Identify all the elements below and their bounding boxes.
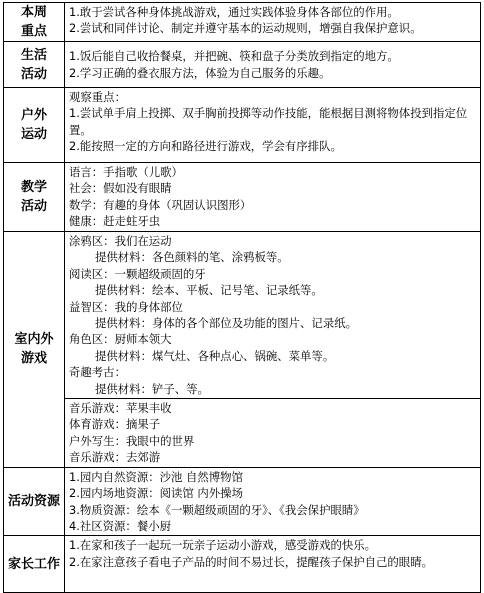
- row-teaching-activity: [4, 163, 481, 232]
- content-activity-resources: [65, 467, 481, 536]
- row-indoor-areas: [4, 232, 481, 399]
- area-reading-materials: 提供材料：绘本、平板、记号笔、记录纸等。: [95, 283, 323, 298]
- label-teaching-line1: 教学: [20, 180, 47, 195]
- label-outdoor-line2: 运动: [20, 127, 47, 142]
- resource-venue: 2.园内场地资源：阅读馆 内外操场: [69, 486, 243, 501]
- content-outdoor-games: [65, 399, 481, 468]
- label-outdoor-line1: 户外: [20, 108, 47, 123]
- life-item-2: 2.学习正确的叠衣服方法，体验为自己服务的乐趣。: [69, 65, 331, 80]
- outdoor-item-1: 1.尝试单手肩上投掷、双手胸前投掷等动作技能，能根据目测将物体投到指定位置。: [69, 106, 468, 137]
- label-life-line2: 活动: [20, 66, 47, 82]
- focus-item-1: 1.敢于尝试各种身体挑战游戏，通过实践体验身体各部位的作用。: [69, 5, 399, 19]
- game-music-outing: 音乐游戏：去郊游: [69, 450, 161, 465]
- label-weekly-focus: [4, 3, 65, 42]
- teaching-item-math: 数学：有趣的身体（巩固认识图形）: [69, 197, 252, 212]
- teaching-item-language: 语言：手指歌（儿歌）: [69, 165, 183, 179]
- area-graffiti-materials: 提供材料：各色颜料的笔、涂鸦板等。: [95, 250, 289, 265]
- game-sport-pick-fruit: 体育游戏：摘果子: [69, 417, 161, 432]
- label-outdoor-sport: [4, 88, 65, 163]
- content-outdoor-sport: [65, 88, 481, 163]
- label-weekly-focus-line2: 重点: [20, 24, 47, 39]
- label-teaching-line2: 活动: [20, 199, 47, 214]
- label-weekly-focus-line1: 本周: [20, 5, 47, 20]
- resource-natural: 1.园内自然资源：沙池 自然博物馆: [69, 469, 243, 484]
- label-parents-text: 家长工作: [7, 556, 60, 572]
- teaching-item-health: 健康：赶走蛀牙虫: [69, 214, 161, 229]
- label-indoor-outdoor-games: [4, 232, 65, 468]
- area-role-play: 角色区：厨师本领大: [69, 332, 172, 347]
- weekly-plan-table: [3, 2, 481, 593]
- teaching-item-social: 社会：假如没有眼睛: [69, 181, 172, 196]
- area-reading: 阅读区：一颗超级顽固的牙: [69, 266, 206, 281]
- label-games-line1: 室内外: [14, 332, 54, 348]
- life-item-1: 1.饭后能自己收拾餐桌，并把碗、筷和盘子分类放到指定的地方。: [69, 49, 399, 64]
- row-parent-work: [4, 536, 481, 593]
- label-life-line1: 生活: [20, 47, 47, 63]
- content-life-activity: [65, 42, 481, 88]
- focus-item-2: 2.尝试和同伴讨论、制定并遵守基本的运动规则，增强自我保护意识。: [69, 21, 422, 36]
- label-teaching-activity: [4, 163, 65, 232]
- outdoor-item-2: 2.能按照一定的方向和路径进行游戏，学会有序排队。: [69, 139, 342, 154]
- parent-item-2: 2.在家注意孩子看电子产品的时间不易过长，提醒孩子保护自己的眼睛。: [69, 554, 433, 569]
- area-puzzle-materials: 提供材料：身体的各个部位及功能的图片、记录纸。: [95, 316, 357, 331]
- label-parent-work: [4, 536, 65, 593]
- game-music-apple: 音乐游戏：苹果丰收: [69, 401, 172, 416]
- area-archaeology: 奇趣考古：: [69, 365, 126, 380]
- resource-material: 3.物质资源：绘本《一颗超级顽固的牙》、《我会保护眼睛》: [69, 502, 365, 517]
- parent-item-1: 1.在家和孩子一起玩一玩亲子运动小游戏，感受游戏的快乐。: [69, 538, 377, 553]
- row-weekly-focus: [4, 3, 481, 42]
- content-indoor-areas: [65, 232, 481, 399]
- label-life-activity: [4, 42, 65, 88]
- row-outdoor-games: [4, 399, 481, 468]
- game-outdoor-sketch: 户外写生：我眼中的世界: [69, 433, 195, 448]
- resource-community: 4.社区资源：餐小厨: [69, 518, 171, 533]
- area-archaeology-materials: 提供材料：铲子、等。: [95, 381, 209, 396]
- area-role-play-materials: 提供材料：煤气灶、各种点心、锅碗、菜单等。: [95, 348, 335, 363]
- area-graffiti: 涂鸦区：我们在运动: [69, 234, 172, 248]
- outdoor-observation-heading: 观察重点：: [69, 90, 126, 104]
- content-weekly-focus: [65, 3, 481, 42]
- label-games-line2: 游戏: [20, 351, 47, 367]
- row-life-activity: [4, 42, 481, 88]
- row-outdoor-sport: [4, 88, 481, 163]
- label-resources-text: 活动资源: [7, 494, 60, 509]
- row-activity-resources: [4, 467, 481, 536]
- label-activity-resources: [4, 467, 65, 536]
- content-parent-work: [65, 536, 481, 593]
- content-teaching-activity: [65, 163, 481, 232]
- area-puzzle: 益智区：我的身体部位: [69, 299, 183, 314]
